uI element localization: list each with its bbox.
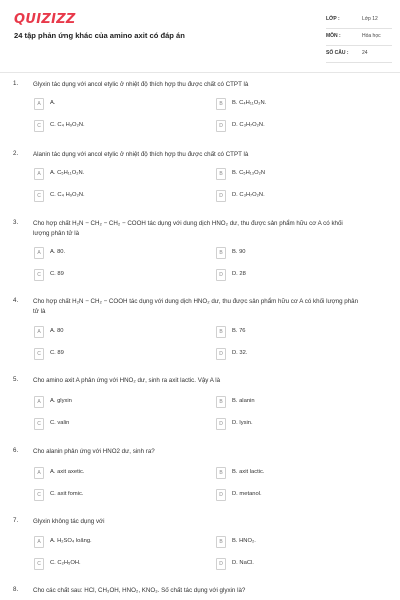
option-key-box: D xyxy=(216,418,226,430)
option-text: D. 32. xyxy=(232,350,248,356)
option-text: C. 89 xyxy=(50,271,64,277)
option-key-box: C xyxy=(34,269,44,281)
meta-panel xyxy=(326,12,392,63)
option-key-box: D xyxy=(216,348,226,360)
option-key-box: D xyxy=(216,120,226,132)
meta-value: 24 xyxy=(362,50,368,56)
meta-label: MÔN : xyxy=(326,33,341,39)
option-key-box: D xyxy=(216,269,226,281)
meta-label: SỐ CÂU : xyxy=(326,50,349,56)
option-text: B. 90 xyxy=(232,249,246,255)
option-text: B. 76 xyxy=(232,328,246,334)
option-text: B. C₄H₁₁O₂N. xyxy=(232,100,267,106)
option-text: C. C₂H₅OH. xyxy=(50,560,81,566)
question-number: 6. xyxy=(13,447,19,454)
option-key-box: A xyxy=(34,247,44,259)
option-key-box: D xyxy=(216,558,226,570)
header xyxy=(0,0,400,73)
option-key-box: A xyxy=(34,396,44,408)
option-key-box: A xyxy=(34,536,44,548)
option-key-box: C xyxy=(34,418,44,430)
option-text: D. lysin. xyxy=(232,420,253,426)
option-text: A. 80 xyxy=(50,328,64,334)
option-key-box: A xyxy=(34,98,44,110)
option-key-box: D xyxy=(216,190,226,202)
option-text: C. C₄ H₉O₂N. xyxy=(50,122,85,128)
question-number: 4. xyxy=(13,297,19,304)
option-key-box: B xyxy=(216,536,226,548)
option-text: B. alanin xyxy=(232,398,255,404)
option-text: A. glyxin xyxy=(50,398,72,404)
option-key-box: B xyxy=(216,467,226,479)
option-text: D. C₃H₇O₂N. xyxy=(232,122,265,128)
option-text: D. 28 xyxy=(232,271,246,277)
meta-row-subject xyxy=(326,29,392,46)
option-key-box: C xyxy=(34,558,44,570)
option-text: B. HNO₂. xyxy=(232,538,256,544)
option-key-box: A xyxy=(34,467,44,479)
option-key-box: C xyxy=(34,120,44,132)
question-number: 5. xyxy=(13,376,19,383)
option-text: D. C₃H₇O₂N. xyxy=(232,192,265,198)
option-key-box: B xyxy=(216,98,226,110)
question-number: 7. xyxy=(13,517,19,524)
option-key-box: B xyxy=(216,247,226,259)
option-key-box: C xyxy=(34,348,44,360)
option-text: A. H₂SO₄ loãng. xyxy=(50,538,92,544)
option-text: A. C₅H₁₁O₂N. xyxy=(50,170,85,176)
option-text: A. axit axetic. xyxy=(50,469,85,475)
option-text: B. C₅H₁₃O₂N xyxy=(232,170,266,176)
question-text: Glyxin tác dụng với ancol etylic ở nhiệt độ thích hợp thu được chất có CTPT là xyxy=(33,81,249,88)
option-key-box: A xyxy=(34,326,44,338)
question-number: 3. xyxy=(13,219,19,226)
quizizz-logo: QUIZIZZ xyxy=(14,12,76,27)
option-key-box: B xyxy=(216,168,226,180)
meta-row-count xyxy=(326,46,392,63)
option-text: A. xyxy=(50,100,56,106)
option-key-box: B xyxy=(216,396,226,408)
option-text: B. axit lactic. xyxy=(232,469,265,475)
meta-row-class xyxy=(326,12,392,29)
option-key-box: C xyxy=(34,190,44,202)
question-text: Alanin tác dụng với ancol etylic ở nhiệt độ thích hợp thu được chất có CTPT là xyxy=(33,151,249,158)
question-number: 1. xyxy=(13,80,19,87)
question-text: Cho hợp chất H₂N − CH₂ − CH₂ − COOH tác dụng với dung dịch HNO₂ dư, thu được sản phẩm hữu cơ A có khối lượng phân tử là xyxy=(33,220,343,237)
question-text: Cho alanin phản ứng với HNO2 dư, sinh ra? xyxy=(33,448,155,455)
option-text: A. 80. xyxy=(50,249,66,255)
meta-value: Hóa học xyxy=(362,33,381,39)
option-key-box: B xyxy=(216,326,226,338)
option-text: D. NaCl. xyxy=(232,560,254,566)
question-text: Glyxin không tác dụng với xyxy=(33,518,105,525)
question-number: 8. xyxy=(13,586,19,593)
option-text: C. C₄ H₉O₂N. xyxy=(50,192,85,198)
option-text: C. 89 xyxy=(50,350,64,356)
document-title: 24 tập phản ứng khác của amino axit có đáp án xyxy=(14,31,185,40)
meta-value: Lớp 12 xyxy=(362,16,378,22)
option-key-box: C xyxy=(34,489,44,501)
question-text: Cho hợp chất H₂N − CH₂ − COOH tác dụng với dung dịch HNO₂ dư, thu được sản phẩm hữu cơ A có khối lượng phân tử là xyxy=(33,298,359,315)
question-number: 2. xyxy=(13,150,19,157)
question-text: Cho amino axit A phản ứng với HNO₂ dư, sinh ra axit lactic. Vậy A là xyxy=(33,377,221,384)
option-key-box: D xyxy=(216,489,226,501)
option-text: C. axit fomic. xyxy=(50,491,84,497)
option-key-box: A xyxy=(34,168,44,180)
question-text: Cho các chất sau: HCl, CH₃OH, HNO₂, KNO₃. Số chất tác dụng với glyxin là? xyxy=(33,587,246,594)
meta-label: LỚP : xyxy=(326,16,340,22)
option-text: C. valin xyxy=(50,420,70,426)
option-text: D. metanol. xyxy=(232,491,262,497)
